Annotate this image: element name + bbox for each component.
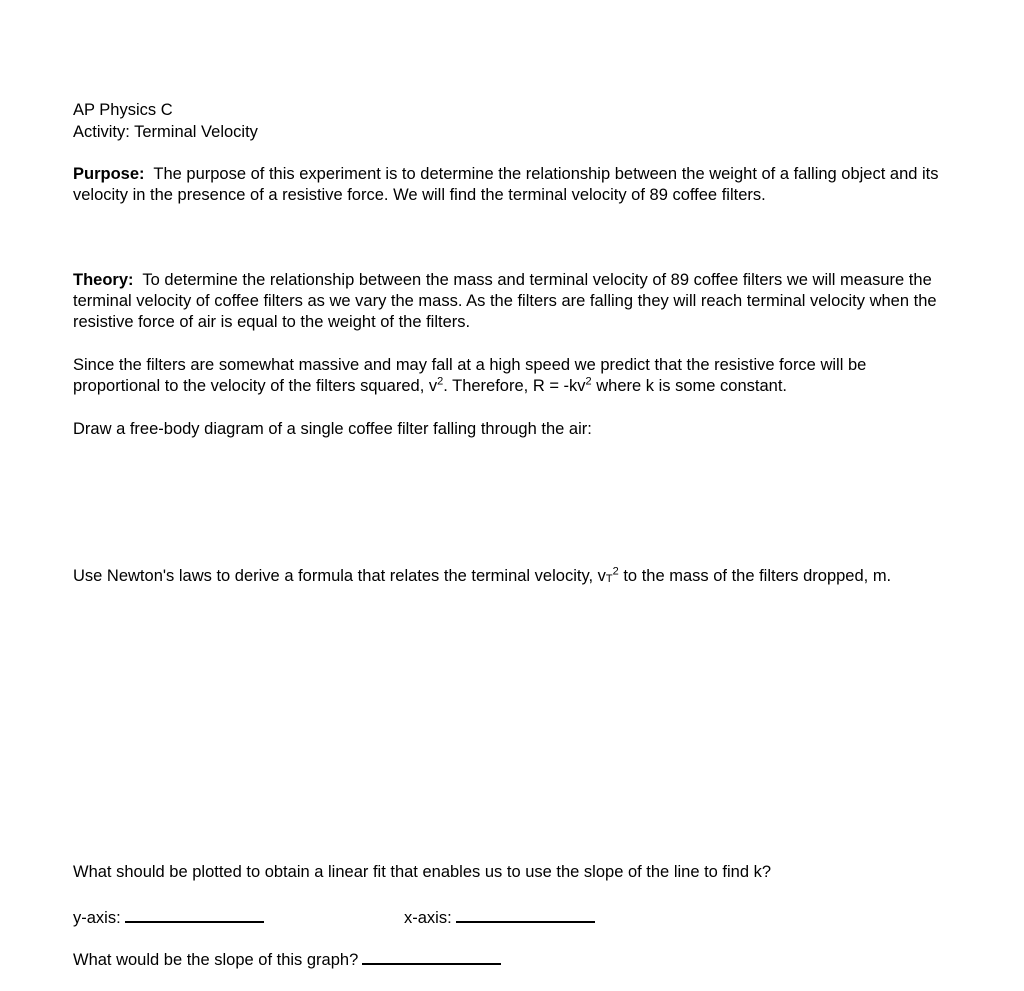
linear-fit-prompt: What should be plotted to obtain a linear fit that enables us to use the slope of the line to find k?: [73, 863, 772, 881]
theory-paragraph: [73, 270, 943, 333]
theory-label: Theory:: [73, 271, 134, 289]
slope-prompt: What would be the slope of this graph?: [73, 951, 359, 969]
purpose-paragraph: [73, 164, 943, 206]
newton-exponent: 2: [612, 565, 619, 578]
x-axis-label: x-axis:: [404, 909, 452, 927]
y-axis-blank[interactable]: [125, 905, 264, 923]
y-axis-label: y-axis:: [73, 909, 121, 927]
newton-subscript: T: [605, 573, 613, 585]
newton-text-b: to the mass of the filters dropped, m.: [618, 567, 892, 585]
purpose-label: Purpose:: [73, 165, 145, 183]
free-body-diagram-prompt: Draw a free-body diagram of a single coffee filter falling through the air:: [73, 420, 592, 438]
prediction-exponent-b: 2: [585, 375, 592, 388]
slope-row: [73, 947, 501, 971]
newton-text-a: Use Newton's laws to derive a formula that relates the terminal velocity, v: [73, 567, 606, 585]
prediction-exponent-a: 2: [437, 375, 444, 388]
activity-title: Activity: Terminal Velocity: [73, 123, 258, 141]
prediction-text-a: Since the filters are somewhat massive and may fall at a high speed we predict that the resistive force will be proportional to the velocity of the filters squared, v: [73, 356, 867, 395]
slope-blank[interactable]: [362, 947, 501, 965]
newton-prompt: [73, 566, 943, 589]
x-axis-row: [404, 905, 595, 929]
prediction-text-c: where k is some constant.: [591, 377, 788, 395]
prediction-text-b: . Therefore, R = -kv: [443, 377, 586, 395]
theory-text: To determine the relationship between the mass and terminal velocity of 89 coffee filters we will measure the terminal velocity of coffee filters as we vary the mass. As the filters are falling they will reach terminal velocity when the resistive force of air is equal to the weight of the filters.: [73, 271, 937, 331]
purpose-text: The purpose of this experiment is to determine the relationship between the weight of a falling object and its velocity in the presence of a resistive force. We will find the terminal velocity of 89 coffee filters.: [73, 165, 939, 204]
prediction-paragraph: [73, 355, 943, 397]
x-axis-blank[interactable]: [456, 905, 595, 923]
y-axis-row: [73, 905, 264, 929]
course-title: AP Physics C: [73, 101, 173, 119]
